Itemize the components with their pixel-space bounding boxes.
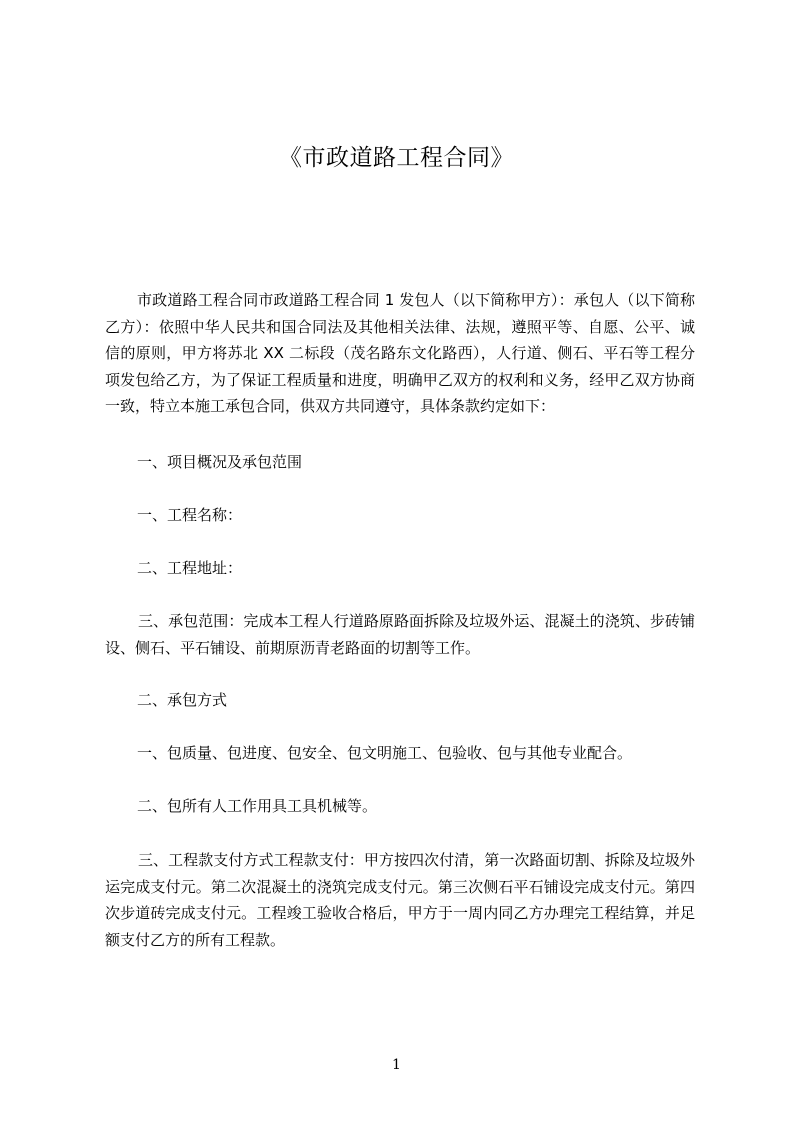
section-heading-contract-method: 二、承包方式: [137, 691, 228, 709]
item-contract-method-1: 一、包质量、包进度、包安全、包文明施工、包验收、包与其他专业配合。: [137, 744, 633, 762]
item-scope-paragraph: 三、承包范围：完成本工程人行道路原路面拆除及垃圾外运、混凝土的浇筑、步砖铺设、侧石、平石铺设、前期原沥青老路面的切割等工作。: [105, 612, 695, 657]
item-project-address: 二、工程地址：: [137, 559, 243, 577]
page-number: 1: [392, 1057, 401, 1073]
section-heading-overview: 一、项目概况及承包范围: [137, 453, 303, 471]
intro-paragraph: 市政道路工程合同市政道路工程合同 1 发包人（以下简称甲方）：承包人（以下简称乙方）：依照中华人民共和国合同法及其他相关法律、法规，遵照平等、自愿、公平、诚信的原则，甲方将苏北 XX 二标段（茂名路东文化路西），人行道、侧石、平石等工程分项发包给乙方，为了保证工程质量和进度，明确甲乙双方的权利和义务，经甲乙双方协商一致，特立本施工承包合同，供双方共同遵守，具体条款约定如下：: [105, 291, 695, 415]
item-contract-method-2: 二、包所有人工作用具工具机械等。: [137, 797, 378, 815]
item-payment-paragraph: 三、工程款支付方式工程款支付：甲方按四次付清，第一次路面切割、拆除及垃圾外运完成支付元。第二次混凝土的浇筑完成支付元。第三次侧石平石铺设完成支付元。第四次步道砖完成支付元。工程竣工验收合格后，甲方于一周内同乙方办理完工程结算，并足额支付乙方的所有工程款。: [105, 851, 695, 949]
document-title: 《市政道路工程合同》: [279, 145, 514, 171]
item-project-name: 一、工程名称：: [137, 506, 243, 524]
